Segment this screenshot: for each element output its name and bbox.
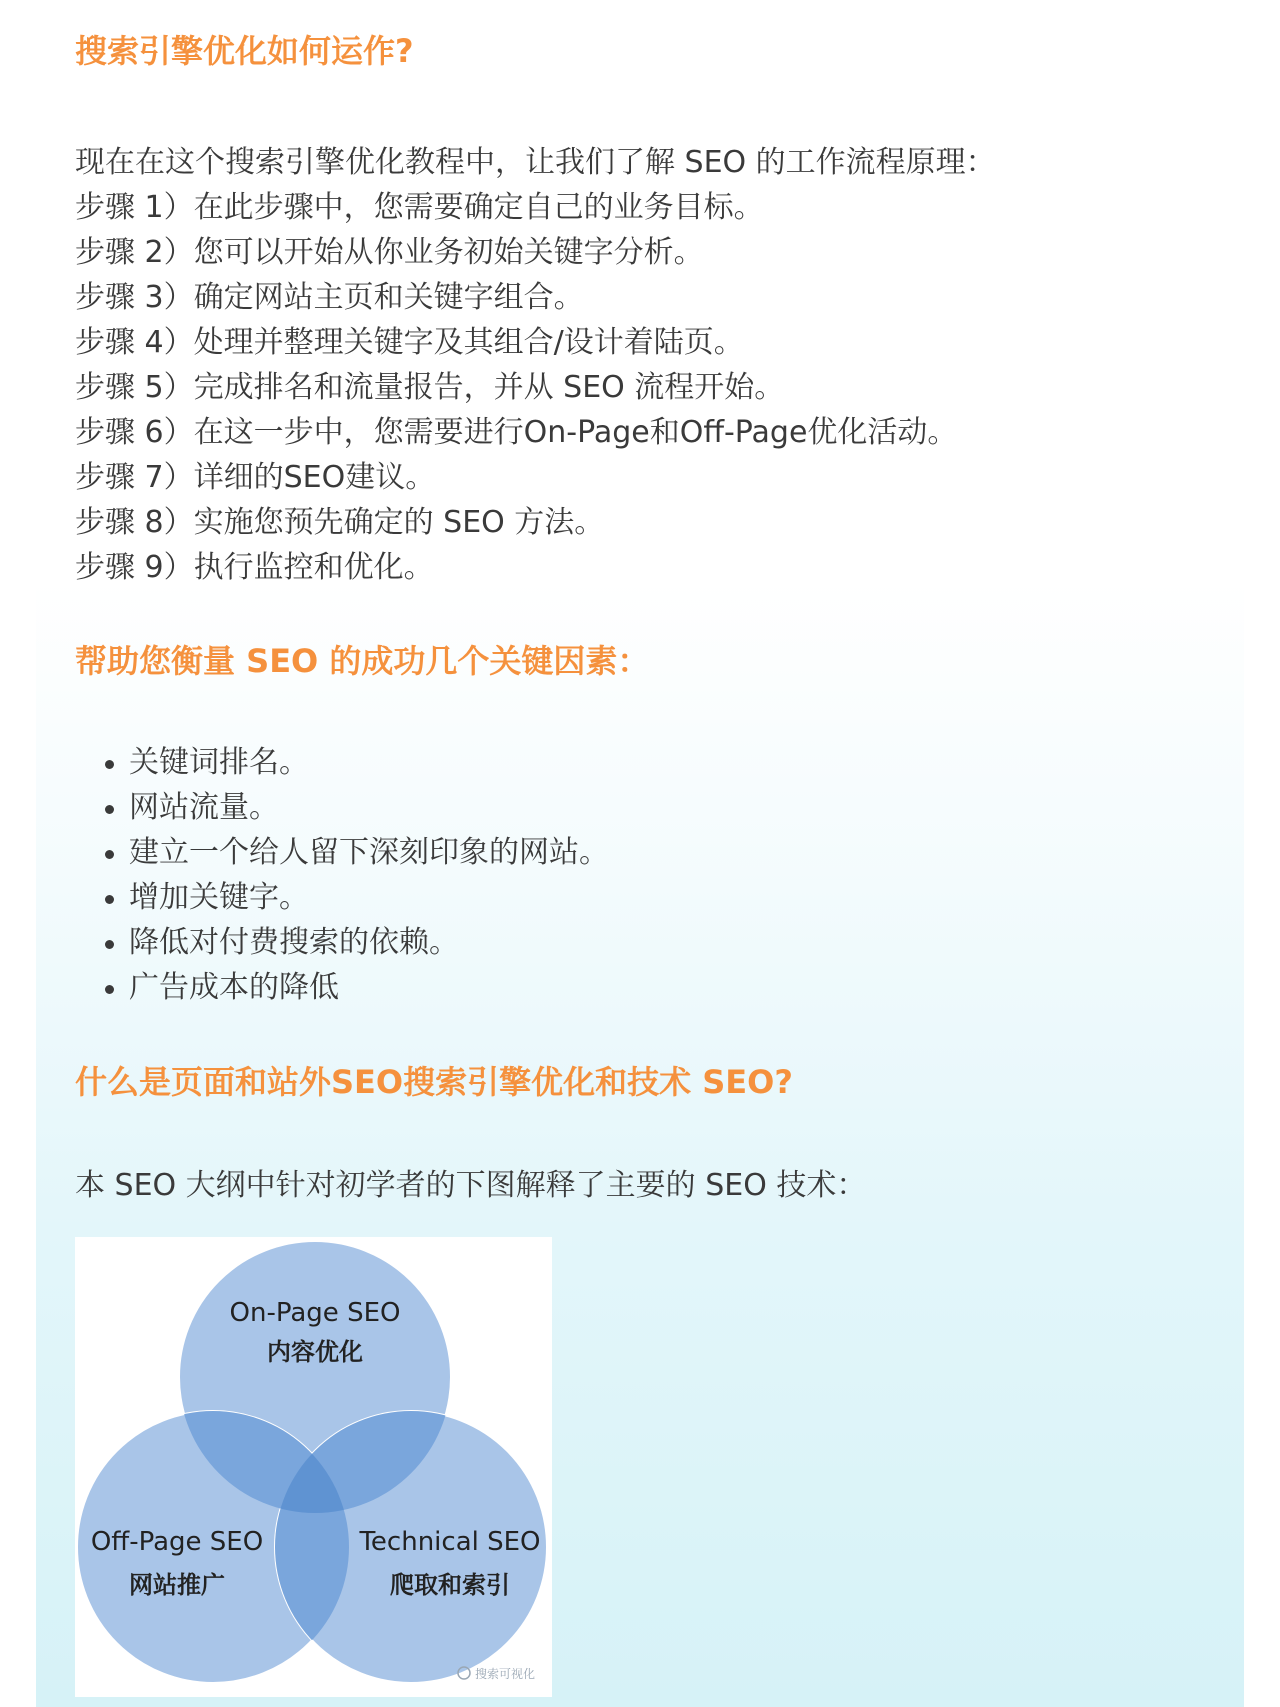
step-item: 步骤 4）处理并整理关键字及其组合/设计着陆页。 — [75, 325, 744, 360]
watermark-text: 搜索可视化 — [475, 1667, 536, 1681]
bullet-dot — [105, 940, 114, 949]
venn-right-subtitle: 爬取和索引 — [390, 1571, 510, 1599]
bullet-item — [75, 965, 609, 1010]
bullet-text: 关键词排名。 — [129, 745, 309, 780]
bullet-text: 网站流量。 — [129, 790, 279, 825]
venn-top-title: On-Page SEO — [229, 1298, 401, 1328]
step-item: 步骤 5）完成排名和流量报告，并从 SEO 流程开始。 — [75, 370, 785, 405]
venn-left-title: Off-Page SEO — [90, 1527, 264, 1557]
bullet-dot — [105, 760, 114, 769]
venn-left-subtitle: 网站推广 — [129, 1571, 225, 1599]
bullet-dot — [105, 985, 114, 994]
bullet-text: 建立一个给人留下深刻印象的网站。 — [129, 835, 609, 870]
bullet-item — [75, 785, 609, 830]
bullet-text: 降低对付费搜索的依赖。 — [129, 925, 459, 960]
section-heading-how-seo-works: 搜索引擎优化如何运作? — [75, 32, 414, 70]
bullet-dot — [105, 850, 114, 859]
bullet-text: 增加关键字。 — [129, 880, 309, 915]
success-factors-list — [75, 740, 609, 1010]
step-item: 步骤 6）在这一步中，您需要进行On-Page和Off-Page优化活动。 — [75, 415, 958, 450]
step-item: 步骤 8）实施您预先确定的 SEO 方法。 — [75, 505, 605, 540]
bullet-item — [75, 740, 609, 785]
venn-right-title: Technical SEO — [359, 1527, 541, 1557]
step-item: 步骤 1）在此步骤中，您需要确定自己的业务目标。 — [75, 190, 764, 225]
bullet-dot — [105, 805, 114, 814]
diagram-intro-paragraph: 本 SEO 大纲中针对初学者的下图解释了主要的 SEO 技术： — [75, 1168, 867, 1203]
bullet-item — [75, 875, 609, 920]
bullet-text: 广告成本的降低 — [129, 970, 339, 1005]
bullet-item — [75, 830, 609, 875]
section-heading-success-factors: 帮助您衡量 SEO 的成功几个关键因素： — [75, 642, 650, 680]
bullet-item — [75, 920, 609, 965]
venn-top-subtitle: 内容优化 — [267, 1338, 363, 1366]
venn-svg — [75, 1237, 552, 1697]
step-item: 步骤 3）确定网站主页和关键字组合。 — [75, 280, 584, 315]
intro-paragraph: 现在在这个搜索引擎优化教程中，让我们了解 SEO 的工作流程原理： — [75, 145, 996, 180]
section-heading-onpage-offpage-technical: 什么是页面和站外SEO搜索引擎优化和技术 SEO? — [75, 1063, 793, 1101]
step-item: 步骤 9）执行监控和优化。 — [75, 550, 434, 585]
bullet-dot — [105, 895, 114, 904]
step-item: 步骤 7）详细的SEO建议。 — [75, 460, 436, 495]
seo-venn-diagram — [75, 1237, 552, 1697]
steps-list — [75, 185, 957, 590]
step-item: 步骤 2）您可以开始从你业务初始关键字分析。 — [75, 235, 704, 270]
